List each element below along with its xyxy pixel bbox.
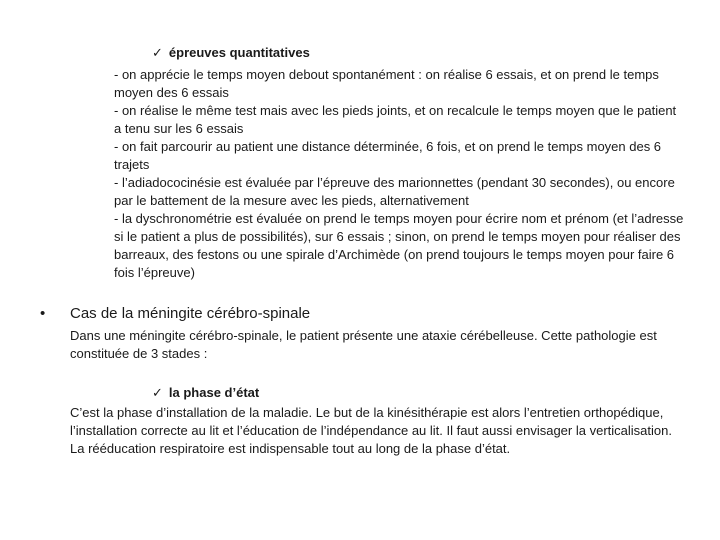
subheading-text: la phase d’état [168,385,260,400]
meningitis-intro: Dans une méningite cérébro-spinale, le patient présente une ataxie cérébelleuse. Cette pathologie est constituée de 3 stades : [70,328,657,361]
checkmark-icon: ✓ [152,45,163,60]
list-item: - l’adiadococinésie est évaluée par l’épreuve des marionnettes (pendant 30 secondes), ou encore par le battement de la mesure avec les pieds, alternativement [114,175,675,208]
section-title: Cas de la méningite cérébro-spinale [70,305,311,322]
state-phase-paragraph: C’est la phase d’installation de la maladie. Le but de la kinésithérapie est alors l’entretien orthopédique, l’installation correcte au lit et l’éducation de l’indépendance au lit. Il faut aussi envisager la verticalisation. La rééducation respiratoire est indispensable tout au long de la phase d’état. [70,405,672,456]
quantitative-tests-list [114,66,686,282]
bullet-icon: • [40,305,46,322]
checkmark-icon: ✓ [152,385,163,400]
state-phase-heading [152,384,259,402]
list-item: - on fait parcourir au patient une distance déterminée, 6 fois, et on prend le temps moyen des 6 trajets [114,139,662,172]
heading-text: épreuves quantitatives [168,45,310,60]
list-item: - on réalise le même test mais avec les pieds joints, et on recalcule le temps moyen que le patient a tenu sur les 6 essais [114,103,677,136]
quantitative-tests-heading [152,44,310,62]
list-item: - la dyschronométrie est évaluée on prend le temps moyen pour écrire nom et prénom (et l’adresse si le patient a plus de possibilités), sur 6 essais ; sinon, on prend le temps moyen pour réaliser des barreaux, des festons ou une spirale d’Archimède (on prend toujours le temps moyen pour faire 6 fois l’épreuve) [114,211,684,280]
list-item: - on apprécie le temps moyen debout spontanément : on réalise 6 essais, et on prend le temps moyen des 6 essais [114,67,659,100]
